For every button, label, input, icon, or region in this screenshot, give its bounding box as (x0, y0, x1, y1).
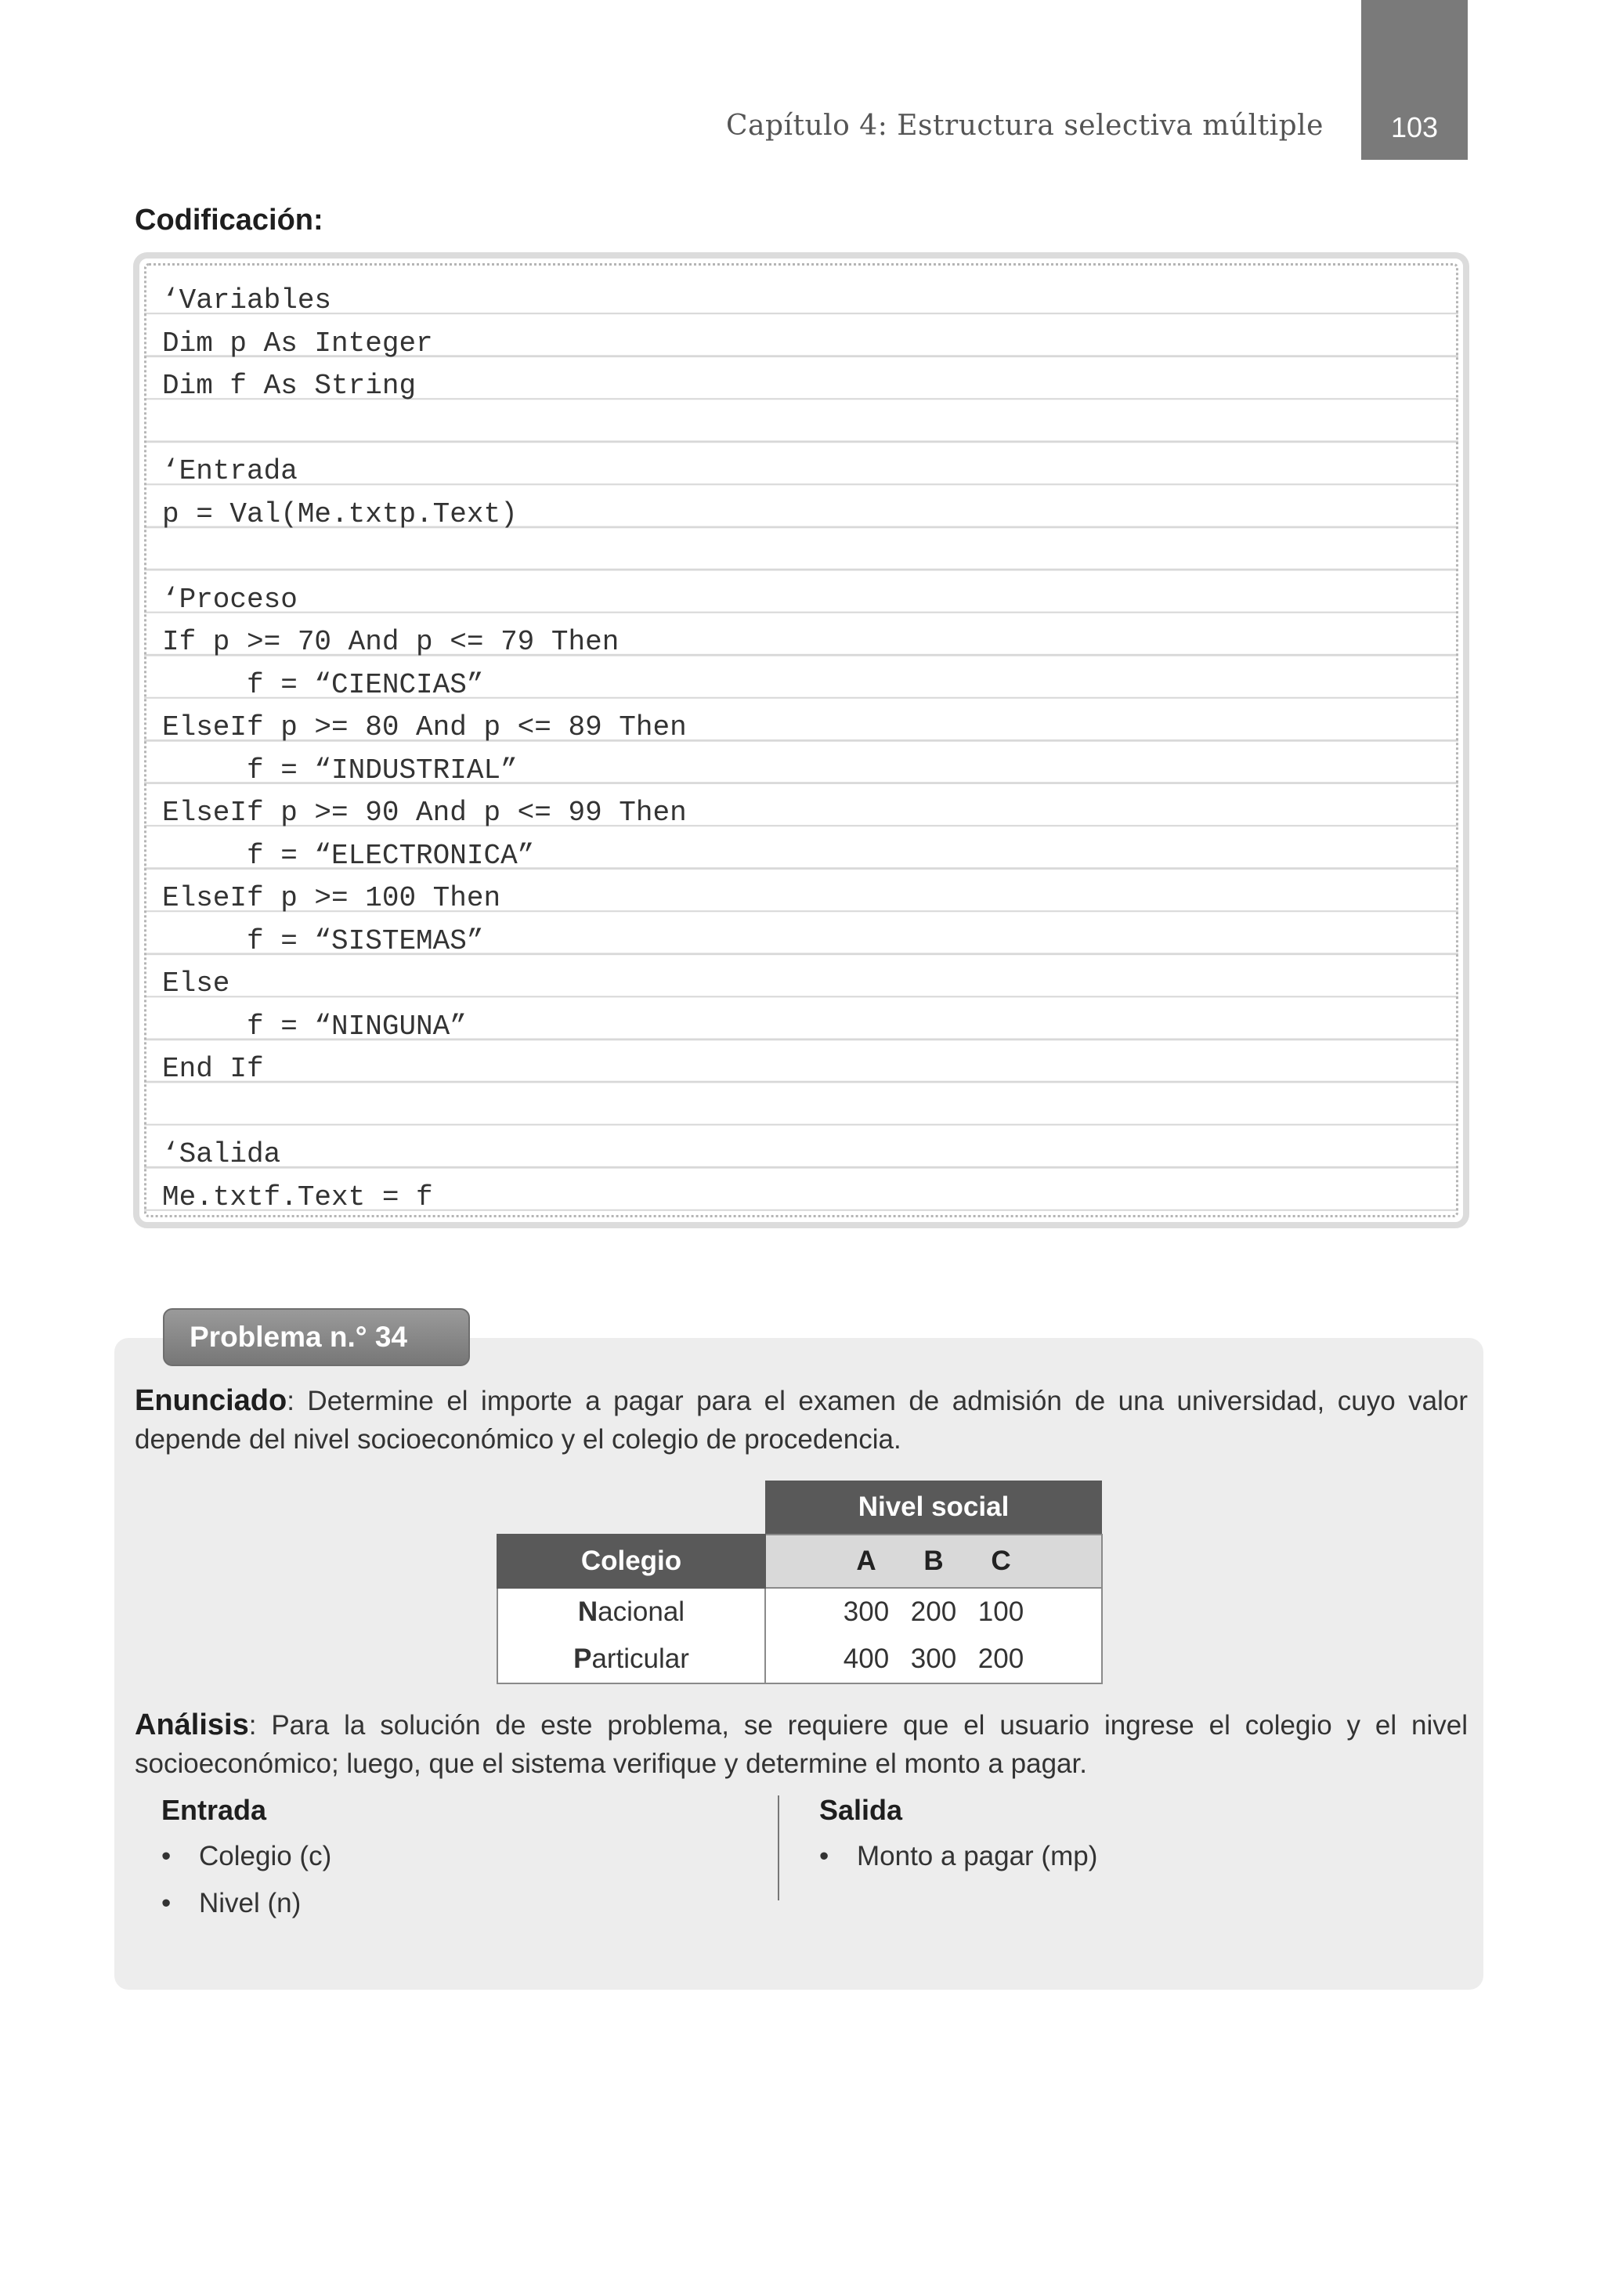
page-number: 103 (1390, 111, 1439, 143)
code-block (133, 252, 1469, 1228)
code-line: If p >= 70 And p <= 79 Then (162, 626, 620, 658)
input-column (161, 1794, 331, 1927)
code-line: ElseIf p >= 100 Then (162, 882, 501, 914)
chapter-title: Capítulo 4: Estructura selectiva múltiple (725, 110, 1324, 142)
bullet-icon: • (161, 1841, 172, 1871)
row-values (765, 1636, 1102, 1683)
table-cell: 300 (843, 1596, 890, 1627)
bullet-icon: • (819, 1841, 829, 1871)
table-row (497, 1588, 1102, 1636)
table-row-header: Colegio (497, 1535, 765, 1588)
code-line: ‘Proceso (162, 583, 298, 616)
column-header: A (856, 1546, 876, 1576)
table-cell: 200 (910, 1596, 957, 1627)
fee-table (497, 1481, 1103, 1684)
row-label: Particular (497, 1636, 765, 1683)
code-line (146, 1091, 1456, 1134)
code-line (146, 408, 1456, 451)
table-group-header: Nivel social (765, 1481, 1102, 1535)
list-item: • Nivel (n) (161, 1880, 331, 1927)
code-line: ‘Salida (162, 1138, 281, 1170)
analysis-paragraph (135, 1706, 1468, 1783)
code-line: Dim f As String (162, 370, 417, 402)
table-cell: 100 (977, 1596, 1024, 1627)
input-heading: Entrada (161, 1794, 267, 1826)
column-divider (778, 1795, 779, 1900)
table-row (497, 1636, 1102, 1683)
code-line: ElseIf p >= 90 And p <= 99 Then (162, 797, 687, 829)
code-line: f = “INDUSTRIAL” (162, 754, 518, 786)
code-line: ‘Variables (162, 284, 332, 316)
output-heading: Salida (819, 1794, 903, 1826)
code-line: ElseIf p >= 80 And p <= 89 Then (162, 711, 687, 743)
code-line: f = “SISTEMAS” (162, 924, 484, 957)
analysis-text: : Para la solución de este problema, se requiere que el usuario ingrese el colegio y el nivel socioeconómico; luego, que el sistema verifique y determine el monto a pagar. (135, 1710, 1468, 1779)
table-cell: 400 (843, 1643, 890, 1674)
output-column (819, 1794, 1097, 1880)
statement-label: Enunciado (135, 1384, 287, 1417)
code-line: f = “NINGUNA” (162, 1010, 467, 1043)
code-lines (146, 280, 1456, 1219)
section-heading-coding: Codificación: (135, 204, 323, 237)
code-line: Dim p As Integer (162, 327, 433, 360)
table-cell: 300 (910, 1643, 957, 1674)
table-cell: 200 (977, 1643, 1024, 1674)
row-label: Nacional (497, 1588, 765, 1636)
code-line (146, 536, 1456, 579)
list-item: • Colegio (c) (161, 1833, 331, 1880)
code-line: p = Val(Me.txtp.Text) (162, 497, 518, 530)
table-corner (497, 1481, 765, 1535)
code-line: Me.txtf.Text = f (162, 1181, 433, 1213)
problem-statement (135, 1382, 1468, 1459)
code-line: f = “ELECTRONICA” (162, 839, 535, 872)
problem-tab-label: Problema n.° 34 (163, 1308, 470, 1366)
bullet-icon: • (161, 1888, 172, 1918)
list-item: • Monto a pagar (mp) (819, 1833, 1097, 1880)
column-header: C (991, 1546, 1011, 1576)
row-values (765, 1588, 1102, 1636)
code-block-inner (144, 263, 1458, 1217)
code-line: f = “CIENCIAS” (162, 668, 484, 701)
table-column-headers (765, 1535, 1102, 1588)
code-line: Else (162, 967, 230, 1000)
code-line: ‘Entrada (162, 455, 298, 487)
analysis-label: Análisis (135, 1708, 249, 1741)
code-line: End If (162, 1053, 264, 1085)
statement-text: : Determine el importe a pagar para el examen de admisión de una universidad, cuyo valor depende del nivel socioeconómico y el colegio de procedencia. (135, 1386, 1468, 1455)
page-number-tab (1361, 0, 1468, 160)
column-header: B (923, 1546, 944, 1576)
